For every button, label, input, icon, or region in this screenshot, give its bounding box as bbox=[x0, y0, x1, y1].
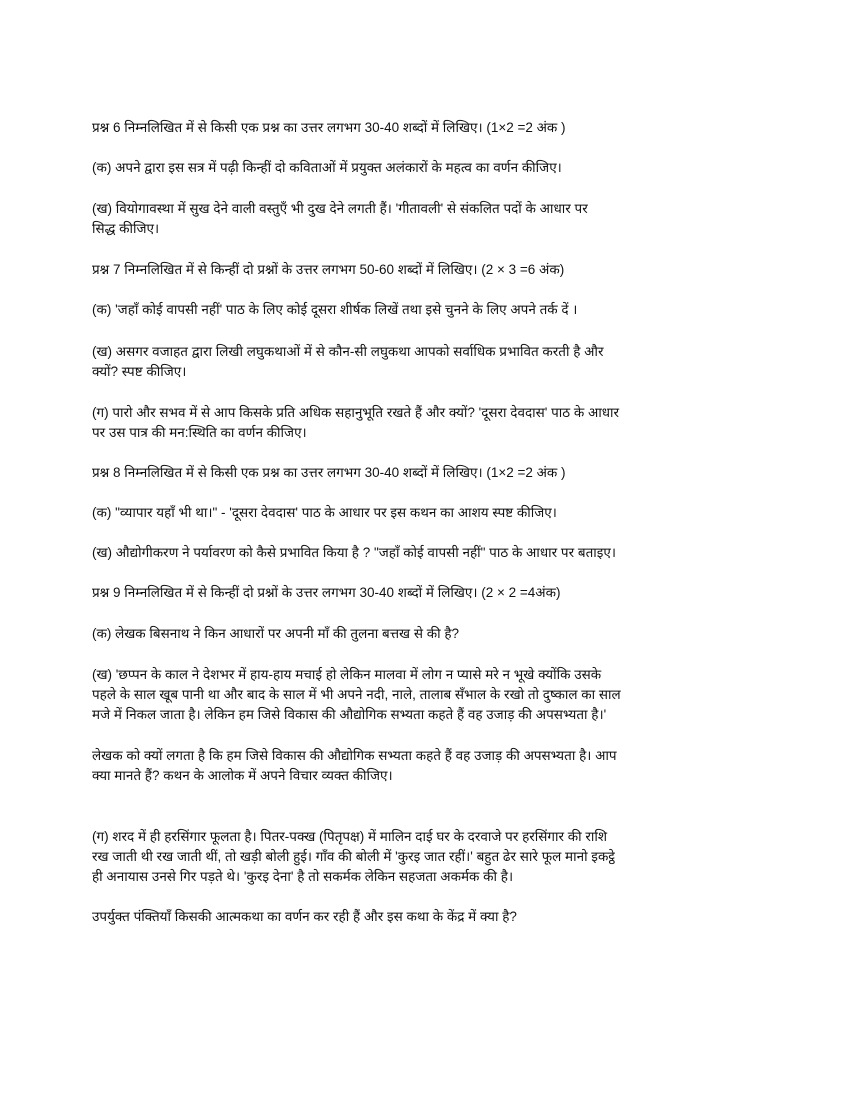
text-line: पहले के साल खूब पानी था और बाद के साल में भी अपने नदी, नाले, तालाब सँभाल के रखो तो दुष्काल का साल bbox=[92, 687, 621, 702]
text-line: प्रश्न 7 निम्नलिखित में से किन्हीं दो प्रश्नों के उत्तर लगभग 50-60 शब्दों में लिखिए। (2 × 3 =6 अंक) bbox=[92, 262, 565, 277]
text-line: (ख) औद्योगीकरण ने पर्यावरण को कैसे प्रभावित किया है ? "जहाँ कोई वापसी नहीं" पाठ के आधार पर बताइए। bbox=[92, 545, 616, 560]
question-9-a bbox=[92, 624, 752, 644]
text-line: उपर्युक्त पंक्तियाँ किसकी आत्मकथा का वर्णन कर रही हैं और इस कथा के केंद्र में क्या है? bbox=[92, 909, 517, 924]
text-line: पर उस पात्र की मन:स्थिति का वर्णन कीजिए। bbox=[92, 425, 307, 440]
question-8-a bbox=[92, 503, 752, 523]
text-line: प्रश्न 9 निम्नलिखित में से किन्हीं दो प्रश्नों के उत्तर लगभग 30-40 शब्दों में लिखिए। (2 × 2 =4अंक) bbox=[92, 585, 561, 600]
text-line: क्या मानते हैं? कथन के आलोक में अपने विचार व्यक्त कीजिए। bbox=[92, 768, 393, 783]
text-line: (ख) वियोगावस्था में सुख देने वाली वस्तुएँ भी दुख देने लगती हैं। 'गीतावली' से संकलित पदों के आधार पर bbox=[92, 201, 588, 216]
text-line: (क) "व्यापार यहाँ भी था।" - 'दूसरा देवदास' पाठ के आधार पर इस कथन का आशय स्पष्ट कीजिए। bbox=[92, 505, 557, 520]
text-line: (ख) 'छप्पन के काल ने देशभर में हाय-हाय मचाई हो लेकिन मालवा में लोग न प्यासे मरे न भूखे क्योंकि उसके bbox=[92, 667, 602, 682]
question-8-heading bbox=[92, 463, 752, 483]
text-line: (क) अपने द्वारा इस सत्र में पढ़ी किन्हीं दो कविताओं में प्रयुक्त अलंकारों के महत्व का वर्णन कीजिए। bbox=[92, 160, 562, 175]
question-9-c-passage bbox=[92, 827, 752, 887]
question-8-b bbox=[92, 543, 752, 563]
question-9-heading bbox=[92, 583, 752, 603]
question-7-a bbox=[92, 300, 752, 320]
text-line: (ग) शरद में ही हरसिंगार फूलता है। पितर-पक्ख (पितृपक्ष) में मालिन दाई घर के दरवाजे पर हरसिंगार की राशि bbox=[92, 829, 608, 844]
question-9-c-question bbox=[92, 907, 752, 927]
question-7-heading bbox=[92, 260, 752, 280]
text-line: रख जाती थी रख जाती थीं, तो खड़ी बोली हुई। गाँव की बोली में 'कुरइ जात रहीं।' बहुत ढेर सारे फूल मानो इकट्ठे bbox=[92, 849, 615, 864]
question-6-b bbox=[92, 199, 752, 239]
text-line: ही अनायास उनसे गिर पड़ते थे। 'कुरइ देना' है तो सकर्मक लेकिन सहजता अकर्मक की है। bbox=[92, 869, 514, 884]
text-line: (क) लेखक बिसनाथ ने किन आधारों पर अपनी माँ की तुलना बत्तख से की है? bbox=[92, 626, 460, 641]
text-line: क्यों? स्पष्ट कीजिए। bbox=[92, 364, 187, 379]
text-line: (ग) पारो और सभव में से आप किसके प्रति अधिक सहानुभूति रखते हैं और क्यों? 'दूसरा देवदास' पाठ के आधार bbox=[92, 405, 620, 420]
question-7-b bbox=[92, 342, 752, 382]
text-line: सिद्ध कीजिए। bbox=[92, 221, 160, 236]
text-line: मजे में निकल जाता है। लेकिन हम जिसे विकास की औद्योगिक सभ्यता कहते हैं वह उजाड़ की अपसभ्यता है।' bbox=[92, 707, 607, 722]
question-6-a bbox=[92, 158, 752, 178]
question-7-c bbox=[92, 403, 752, 443]
text-line: (क) 'जहाँ कोई वापसी नहीं' पाठ के लिए कोई दूसरा शीर्षक लिखें तथा इसे चुनने के लिए अपने तर्क दें । bbox=[92, 302, 578, 317]
text-line: प्रश्न 6 निम्नलिखित में से किसी एक प्रश्न का उत्तर लगभग 30-40 शब्दों में लिखिए। (1×2 =2 अंक ) bbox=[92, 120, 566, 135]
text-line: (ख) असगर वजाहत द्वारा लिखी लघुकथाओं में से कौन-सी लघुकथा आपको सर्वाधिक प्रभावित करती है और bbox=[92, 344, 604, 359]
question-9-b-passage bbox=[92, 665, 752, 725]
text-line: प्रश्न 8 निम्नलिखित में से किसी एक प्रश्न का उत्तर लगभग 30-40 शब्दों में लिखिए। (1×2 =2 अंक ) bbox=[92, 465, 566, 480]
text-line: लेखक को क्यों लगता है कि हम जिसे विकास की औद्योगिक सभ्यता कहते हैं वह उजाड़ की अपसभ्यता है। आप bbox=[92, 748, 617, 763]
question-6-heading bbox=[92, 118, 752, 138]
question-9-b-question bbox=[92, 746, 752, 786]
